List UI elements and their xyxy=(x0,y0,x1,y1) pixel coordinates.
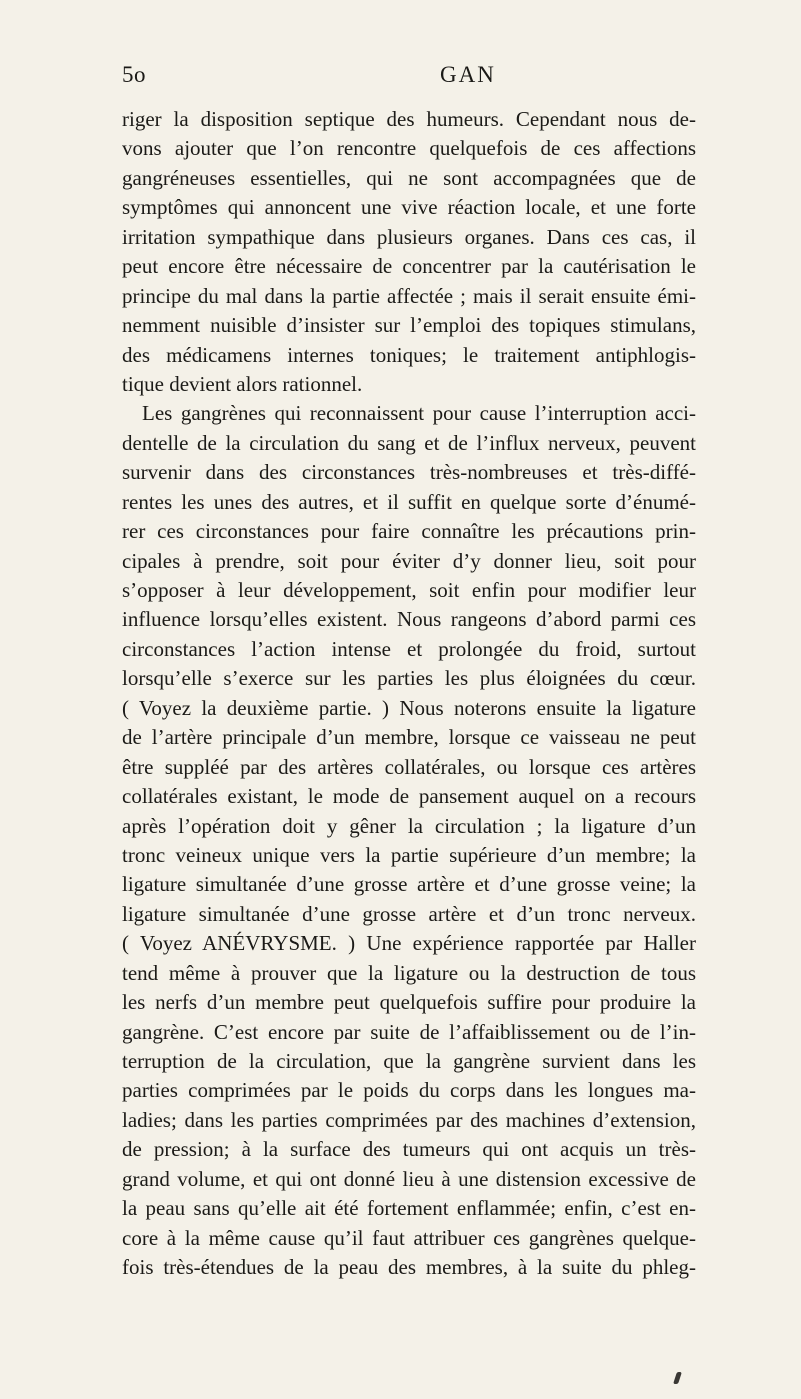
text-line: collatérales existant, le mode de pansement auquel on a recours xyxy=(122,784,696,809)
text-line: ladies; dans les parties comprimées par des machines d’extension, xyxy=(122,1107,696,1132)
text-line: ( Voyez ANÉVRYSME. ) Une expérience rapportée par Haller xyxy=(122,931,696,956)
ink-mark xyxy=(673,1372,682,1384)
text-line: cipales à prendre, soit pour éviter d’y donner lieu, soit pour xyxy=(122,548,696,573)
text-line: gangrène. C’est encore par suite de l’affaiblissement ou de l’in- xyxy=(122,1019,696,1044)
text-line: dentelle de la circulation du sang et de l’influx nerveux, peuvent xyxy=(122,430,696,455)
text-line: circonstances l’action intense et prolongée du froid, surtout xyxy=(122,636,696,661)
text-line: peut encore être nécessaire de concentrer par la cautérisation le xyxy=(122,254,696,279)
text-line: vons ajouter que l’on rencontre quelquefois de ces affections xyxy=(122,136,696,161)
text-line: parties comprimées par le poids du corps dans les longues ma- xyxy=(122,1078,696,1103)
text-line: nemment nuisible d’insister sur l’emploi des topiques stimulans, xyxy=(122,313,696,338)
text-line: survenir dans des circonstances très-nombreuses et très-diffé- xyxy=(122,460,696,485)
text-line: Les gangrènes qui reconnaissent pour cause l’interruption acci- xyxy=(142,401,696,426)
text-line: lorsqu’elle s’exerce sur les parties les plus éloignées du cœur. xyxy=(122,666,696,691)
text-line: ligature simultanée d’une grosse artère et d’un tronc nerveux. xyxy=(122,901,696,926)
text-line: tique devient alors rationnel. xyxy=(122,371,363,396)
text-line: la peau sans qu’elle ait été fortement enflammée; enfin, c’est en- xyxy=(122,1196,696,1221)
text-line: rer ces circonstances pour faire connaître les précautions prin- xyxy=(122,519,696,544)
text-line: de l’artère principale d’un membre, lorsque ce vaisseau ne peut xyxy=(122,725,696,750)
text-line: des médicamens internes toniques; le traitement antiphlogis- xyxy=(122,342,696,367)
text-line: rentes les unes des autres, et il suffit en quelque sorte d’énumé- xyxy=(122,489,696,514)
text-line: influence lorsqu’elles existent. Nous rangeons d’abord parmi ces xyxy=(122,607,696,632)
text-line: riger la disposition septique des humeurs. Cependant nous de- xyxy=(122,107,696,131)
text-line: ligature simultanée d’une grosse artère et d’une grosse veine; la xyxy=(122,872,696,897)
text-line: tronc veineux unique vers la partie supérieure d’un membre; la xyxy=(122,842,696,867)
text-line: gangréneuses essentielles, qui ne sont accompagnées que de xyxy=(122,165,696,190)
text-line: après l’opération doit y gêner la circulation ; la ligature d’un xyxy=(122,813,696,838)
text-line: de pression; à la surface des tumeurs qui ont acquis un très- xyxy=(122,1137,696,1162)
text-line: terruption de la circulation, que la gangrène survient dans les xyxy=(122,1049,696,1073)
text-line: irritation sympathique dans plusieurs organes. Dans ces cas, il xyxy=(122,224,696,249)
text-line: grand volume, et qui ont donné lieu à une distension excessive de xyxy=(122,1166,696,1191)
text-line: les nerfs d’un membre peut quelquefois suffire pour produire la xyxy=(122,990,696,1015)
running-title: GAN xyxy=(440,62,496,87)
text-line: être suppléé par des artères collatérales, ou lorsque ces artères xyxy=(122,754,696,779)
text-line: fois très-étendues de la peau des membres, à la suite du phleg- xyxy=(122,1255,696,1280)
text-line: core à la même cause qu’il faut attribuer ces gangrènes quelque- xyxy=(122,1225,696,1250)
page-header xyxy=(122,58,690,92)
body-text xyxy=(122,105,696,1283)
text-line: symptômes qui annoncent une vive réaction locale, et une forte xyxy=(122,195,696,220)
text-line: principe du mal dans la partie affectée ; mais il serait ensuite émi- xyxy=(122,283,696,308)
text-line: ( Voyez la deuxième partie. ) Nous noterons ensuite la ligature xyxy=(122,695,696,720)
text-line: s’opposer à leur développement, soit enfin pour modifier leur xyxy=(122,578,696,602)
page-number: 5o xyxy=(122,62,146,87)
text-line: tend même à prouver que la ligature ou la destruction de tous xyxy=(122,960,696,985)
